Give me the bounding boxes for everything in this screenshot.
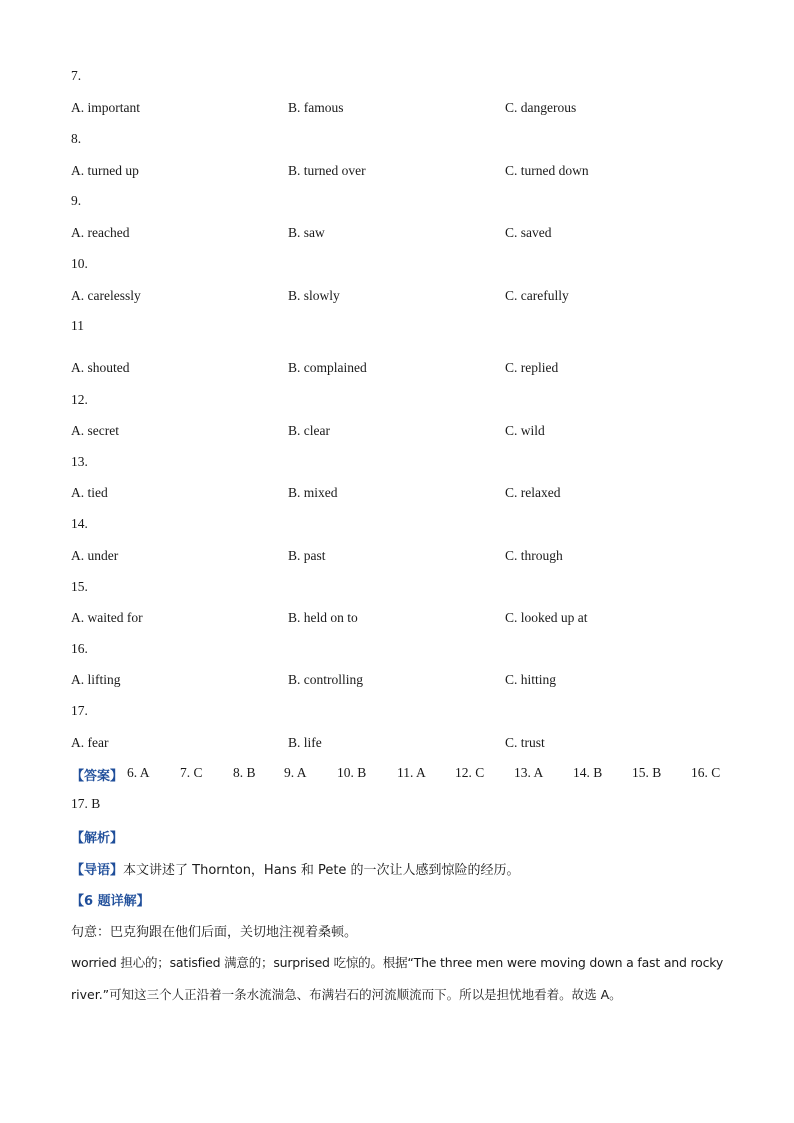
answer-item: 15. B: [632, 765, 662, 780]
option-a: A. carelessly: [71, 288, 141, 303]
answer-item: 10. B: [337, 765, 367, 780]
question-number: 13.: [71, 454, 88, 469]
option-a: A. important: [71, 100, 140, 115]
option-c: C. looked up at: [505, 610, 588, 625]
guide-line: [71, 859, 520, 878]
answer-tag: 【答案】: [71, 769, 124, 784]
option-b: B. turned over: [288, 163, 366, 178]
detail-tag: 【6 题详解】: [71, 894, 150, 909]
option-a: A. fear: [71, 735, 109, 750]
option-b: B. slowly: [288, 288, 340, 303]
option-c: C. hitting: [505, 672, 557, 687]
question-number: 11: [71, 318, 84, 333]
guide-text: 本文讲述了 Thornton，Hans 和 Pete 的一次让人感到惊险的经历。: [123, 863, 520, 878]
answer-item: 7. C: [180, 765, 203, 780]
explanation-line-2: river.”可知这三个人正沿着一条水流湍急、布满岩石的河流顺流而下。所以是担忧地看着。故选 A。: [71, 987, 622, 1002]
explanation-line-1: worried 担心的；satisfied 满意的；surprised 吃惊的。根据“The three men were moving down a fast and rocky: [71, 955, 724, 970]
option-b: B. complained: [288, 360, 367, 375]
option-c: C. through: [505, 548, 563, 563]
answer-item: 14. B: [573, 765, 603, 780]
option-c: C. relaxed: [505, 485, 561, 500]
option-c: C. carefully: [505, 288, 569, 303]
answer-item: 12. C: [455, 765, 485, 780]
option-a: A. turned up: [71, 163, 139, 178]
option-b: B. controlling: [288, 672, 363, 687]
question-number: 16.: [71, 641, 88, 656]
option-a: A. reached: [71, 225, 130, 240]
question-number: 7.: [71, 68, 82, 83]
answer-item: 13. A: [514, 765, 544, 780]
answer-item: 9. A: [284, 765, 307, 780]
option-b: B. mixed: [288, 485, 338, 500]
option-b: B. saw: [288, 225, 325, 240]
option-c: C. dangerous: [505, 100, 577, 115]
answer-item-last: 17. B: [71, 796, 101, 811]
answer-key-row: [71, 765, 731, 783]
question-number: 15.: [71, 579, 88, 594]
option-b: B. clear: [288, 423, 330, 438]
question-number: 9.: [71, 193, 82, 208]
option-c: C. turned down: [505, 163, 589, 178]
answer-item: 8. B: [233, 765, 256, 780]
option-b: B. life: [288, 735, 322, 750]
option-c: C. trust: [505, 735, 545, 750]
option-a: A. secret: [71, 423, 119, 438]
option-c: C. wild: [505, 423, 545, 438]
answer-item: 16. C: [691, 765, 721, 780]
question-number: 12.: [71, 392, 88, 407]
guide-tag: 【导语】: [71, 863, 124, 878]
question-number: 14.: [71, 516, 88, 531]
option-b: B. past: [288, 548, 326, 563]
question-number: 17.: [71, 703, 88, 718]
question-number: 10.: [71, 256, 88, 271]
question-number: 8.: [71, 131, 82, 146]
analysis-tag: 【解析】: [71, 831, 124, 846]
answer-item: 6. A: [127, 765, 150, 780]
option-a: A. under: [71, 548, 119, 563]
option-a: A. shouted: [71, 360, 130, 375]
sentence-meaning: 句意：巴克狗跟在他们后面，关切地注视着桑顿。: [71, 925, 358, 940]
option-b: B. held on to: [288, 610, 358, 625]
option-a: A. tied: [71, 485, 108, 500]
option-b: B. famous: [288, 100, 344, 115]
option-a: A. waited for: [71, 610, 143, 625]
option-c: C. saved: [505, 225, 552, 240]
answer-item: 11. A: [397, 765, 426, 780]
option-a: A. lifting: [71, 672, 121, 687]
option-c: C. replied: [505, 360, 559, 375]
